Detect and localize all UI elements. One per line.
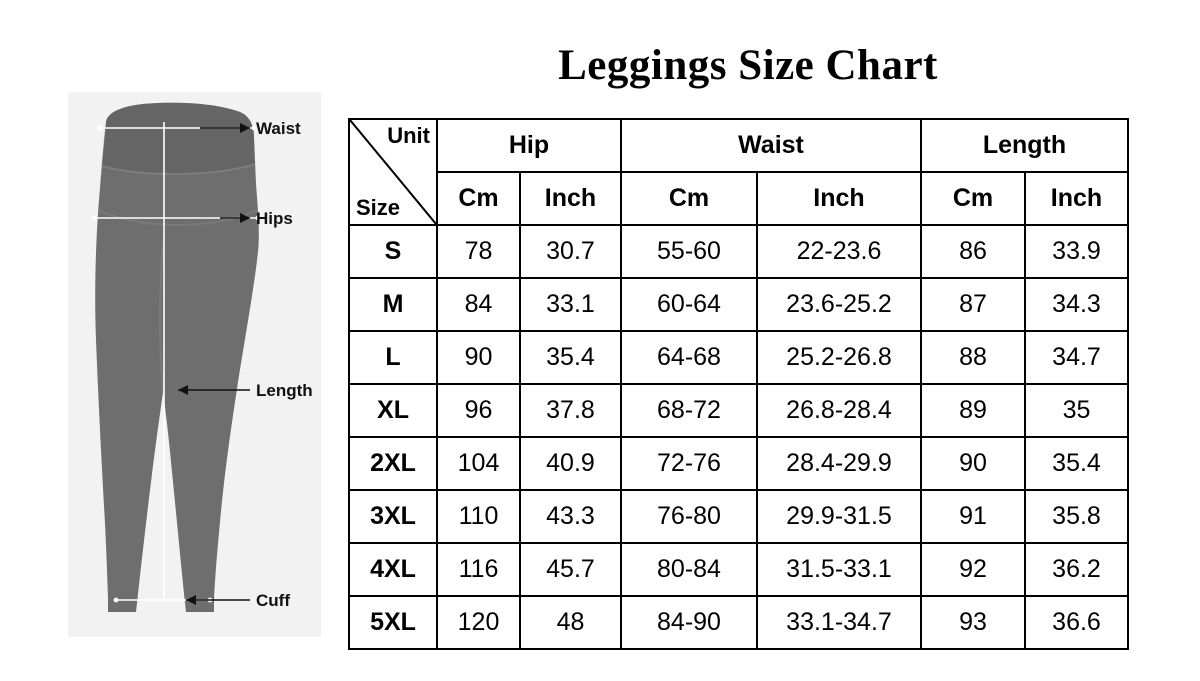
- cell-hip-in: 33.1: [520, 278, 621, 331]
- group-header-waist: Waist: [621, 119, 921, 172]
- cell-len-in: 34.3: [1025, 278, 1128, 331]
- cell-waist-cm: 76-80: [621, 490, 757, 543]
- cell-len-cm: 87: [921, 278, 1025, 331]
- cell-waist-in: 29.9-31.5: [757, 490, 921, 543]
- cell-len-in: 33.9: [1025, 225, 1128, 278]
- group-header-length: Length: [921, 119, 1128, 172]
- cell-size: M: [349, 278, 437, 331]
- cell-hip-cm: 110: [437, 490, 520, 543]
- cell-size: 3XL: [349, 490, 437, 543]
- subheader-length-cm: Cm: [921, 172, 1025, 225]
- cell-len-in: 35: [1025, 384, 1128, 437]
- corner-cell: [349, 119, 437, 225]
- size-chart-table: [348, 118, 1129, 650]
- corner-unit-label: Unit: [387, 123, 430, 148]
- cell-waist-in: 33.1-34.7: [757, 596, 921, 649]
- cell-len-cm: 86: [921, 225, 1025, 278]
- leggings-diagram: [68, 92, 321, 637]
- label-cuff: Cuff: [256, 591, 290, 610]
- cell-waist-cm: 60-64: [621, 278, 757, 331]
- cell-size: 2XL: [349, 437, 437, 490]
- size-chart-table-wrap: [348, 118, 1127, 650]
- cell-hip-cm: 120: [437, 596, 520, 649]
- cell-size: S: [349, 225, 437, 278]
- table-header-group-row: [349, 119, 1128, 172]
- cell-hip-cm: 84: [437, 278, 520, 331]
- cell-len-cm: 93: [921, 596, 1025, 649]
- cell-len-in: 35.4: [1025, 437, 1128, 490]
- leggings-illustration-panel: [68, 92, 321, 637]
- label-waist: Waist: [256, 119, 301, 138]
- table-row: [349, 225, 1128, 278]
- cell-len-cm: 91: [921, 490, 1025, 543]
- subheader-hip-inch: Inch: [520, 172, 621, 225]
- label-length: Length: [256, 381, 313, 400]
- table-row: [349, 543, 1128, 596]
- label-hips: Hips: [256, 209, 293, 228]
- cell-waist-cm: 72-76: [621, 437, 757, 490]
- table-row: [349, 278, 1128, 331]
- table-row: [349, 596, 1128, 649]
- cell-waist-in: 25.2-26.8: [757, 331, 921, 384]
- cell-waist-in: 28.4-29.9: [757, 437, 921, 490]
- cell-len-cm: 88: [921, 331, 1025, 384]
- subheader-waist-cm: Cm: [621, 172, 757, 225]
- cell-hip-in: 43.3: [520, 490, 621, 543]
- cell-len-in: 34.7: [1025, 331, 1128, 384]
- cell-waist-in: 22-23.6: [757, 225, 921, 278]
- subheader-waist-inch: Inch: [757, 172, 921, 225]
- cell-waist-in: 31.5-33.1: [757, 543, 921, 596]
- cell-size: 5XL: [349, 596, 437, 649]
- cell-hip-in: 30.7: [520, 225, 621, 278]
- cell-hip-in: 45.7: [520, 543, 621, 596]
- cell-len-in: 35.8: [1025, 490, 1128, 543]
- cell-hip-cm: 96: [437, 384, 520, 437]
- cell-len-cm: 89: [921, 384, 1025, 437]
- cell-hip-in: 37.8: [520, 384, 621, 437]
- cell-waist-in: 23.6-25.2: [757, 278, 921, 331]
- table-row: [349, 384, 1128, 437]
- group-header-hip: Hip: [437, 119, 621, 172]
- cell-waist-in: 26.8-28.4: [757, 384, 921, 437]
- cell-hip-in: 35.4: [520, 331, 621, 384]
- cell-size: XL: [349, 384, 437, 437]
- cell-waist-cm: 80-84: [621, 543, 757, 596]
- cell-waist-cm: 64-68: [621, 331, 757, 384]
- cell-hip-in: 48: [520, 596, 621, 649]
- cell-len-cm: 90: [921, 437, 1025, 490]
- cell-waist-cm: 55-60: [621, 225, 757, 278]
- cell-waist-cm: 84-90: [621, 596, 757, 649]
- table-row: [349, 490, 1128, 543]
- subheader-hip-cm: Cm: [437, 172, 520, 225]
- cell-waist-cm: 68-72: [621, 384, 757, 437]
- cell-len-in: 36.2: [1025, 543, 1128, 596]
- table-subheader-row: [349, 172, 1128, 225]
- table-row: [349, 331, 1128, 384]
- cell-hip-cm: 104: [437, 437, 520, 490]
- subheader-length-inch: Inch: [1025, 172, 1128, 225]
- cell-len-cm: 92: [921, 543, 1025, 596]
- page-title: Leggings Size Chart: [558, 42, 938, 89]
- cell-size: L: [349, 331, 437, 384]
- cell-len-in: 36.6: [1025, 596, 1128, 649]
- cell-hip-in: 40.9: [520, 437, 621, 490]
- corner-size-label: Size: [356, 195, 401, 220]
- cell-hip-cm: 90: [437, 331, 520, 384]
- table-row: [349, 437, 1128, 490]
- cell-size: 4XL: [349, 543, 437, 596]
- cell-hip-cm: 116: [437, 543, 520, 596]
- cell-hip-cm: 78: [437, 225, 520, 278]
